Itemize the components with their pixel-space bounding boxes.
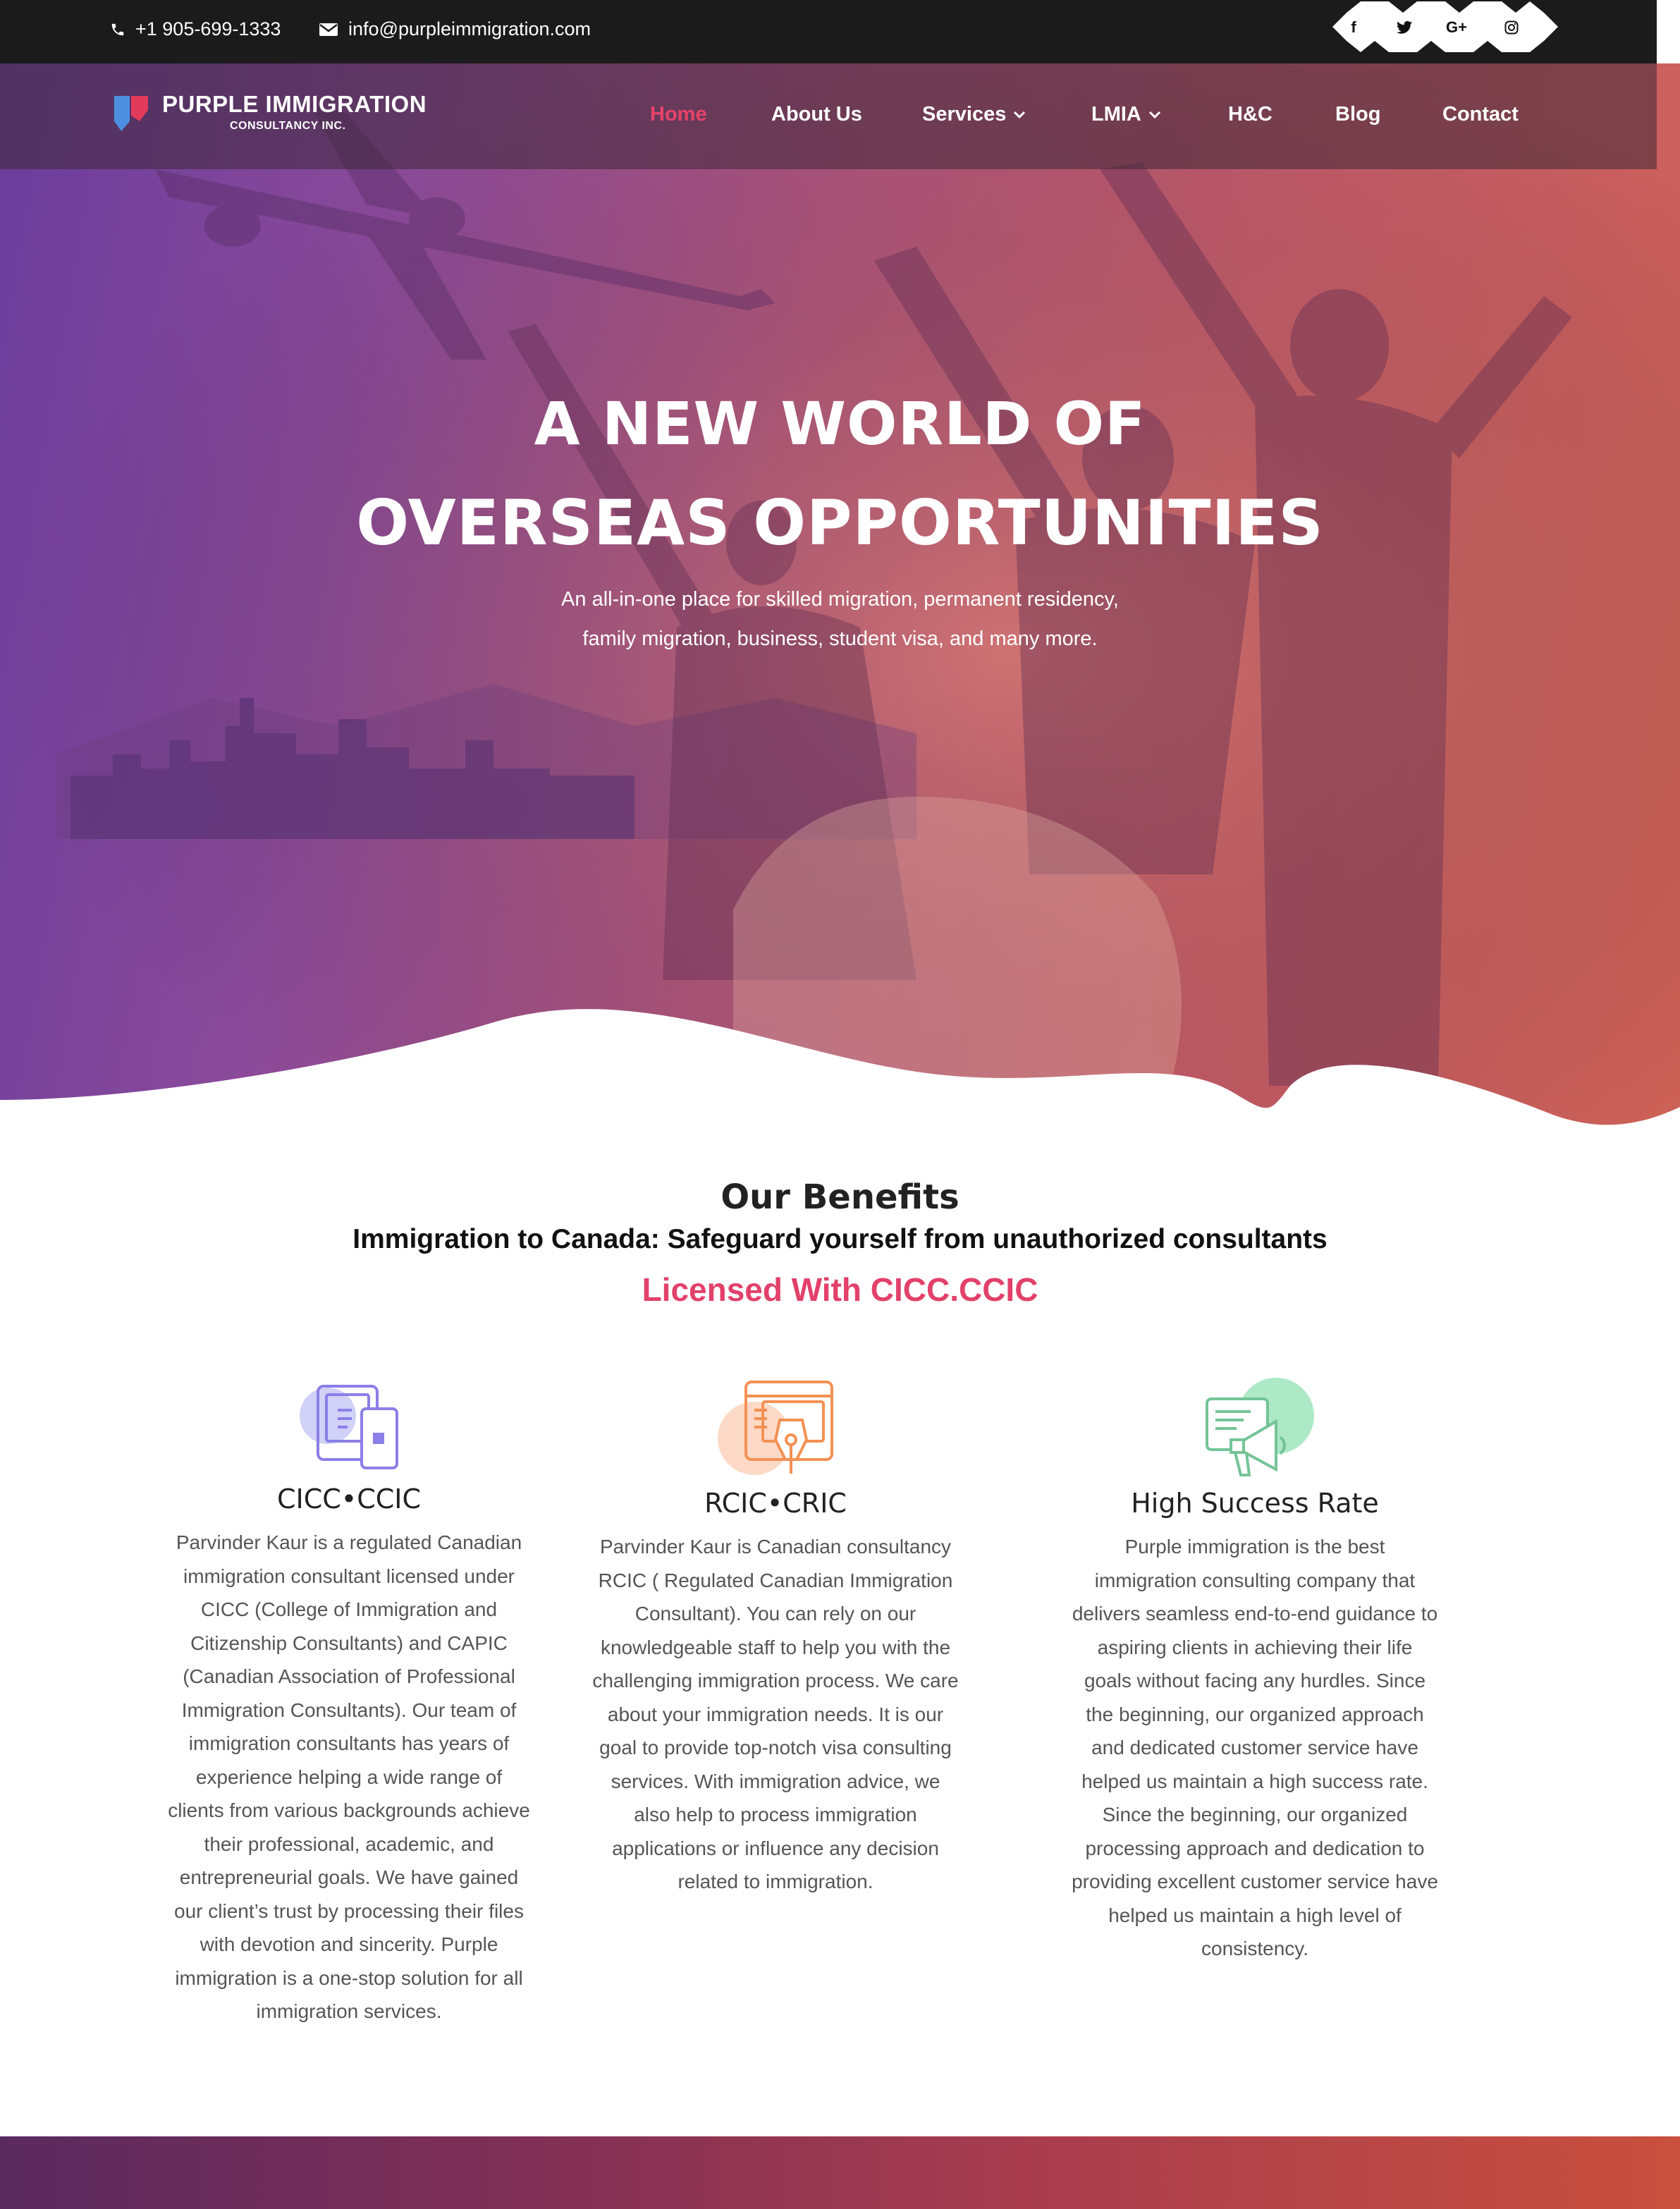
benefit-card-success bbox=[1072, 1375, 1438, 1966]
email-address: info@purpleimmigration.com bbox=[348, 18, 591, 39]
nav-services[interactable]: Services bbox=[922, 103, 1026, 126]
benefit-card-cicc bbox=[166, 1375, 532, 2029]
logo-name: PURPLE IMMIGRATION bbox=[162, 91, 427, 117]
benefit-card-title: CICC•CCIC bbox=[276, 1483, 422, 1515]
nav-h-and-c[interactable]: H&C bbox=[1228, 103, 1273, 126]
benefit-card-text: Parvinder Kaur is Canadian consultancy RCIC ( Regulated Canadian Immigration Consultant). You can rely on our knowledgeable staff to help you with the challenging immigration process. We care about your immigration needs. It is our goal to provide top-notch visa consulting services. With immigration advice, we also help to process immigration applications or influence any decision related to immigration. bbox=[592, 1536, 959, 1892]
licensed-tagline: Licensed With CICC.CCIC bbox=[642, 1271, 1038, 1308]
nav-lmia[interactable]: LMIA bbox=[1091, 103, 1161, 126]
chevron-down-icon bbox=[1148, 111, 1161, 119]
benefit-card-title: RCIC•CRIC bbox=[704, 1488, 847, 1519]
google-plus-icon[interactable]: G+ bbox=[1446, 18, 1467, 36]
main-navbar bbox=[0, 63, 1657, 169]
phone-number: +1 905-699-1333 bbox=[135, 18, 281, 39]
nav-blog[interactable]: Blog bbox=[1335, 103, 1381, 126]
benefits-subtitle: Immigration to Canada: Safeguard yourself from unauthorized consultants bbox=[352, 1224, 1328, 1254]
phone-contact[interactable] bbox=[110, 18, 281, 40]
devices-icon bbox=[293, 1375, 405, 1474]
benefit-card-rcic bbox=[592, 1375, 959, 1899]
social-links bbox=[1332, 0, 1558, 54]
logo-subtitle: CONSULTANCY INC. bbox=[230, 120, 346, 132]
benefit-card-text: Parvinder Kaur is a regulated Canadian immigration consultant licensed under CICC (College of Immigration and Citizenship Consultants) and CAPIC (Canadian Association of Professional Immigration Consultants). Our team of immigration consultants has years of experience helping a wide range of clients from various backgrounds achieve their professional, academic, and entrepreneurial goals. We have gained our client’s trust by processing their files with devotion and sincerity. Purple immigration is a one-stop solution for all immigration services. bbox=[168, 1531, 530, 2022]
nav-about-us[interactable]: About Us bbox=[771, 103, 862, 126]
next-section-banner bbox=[0, 2136, 1680, 2209]
email-contact[interactable] bbox=[319, 18, 591, 40]
logo-shield-icon bbox=[113, 93, 149, 133]
benefits-title: Our Benefits bbox=[721, 1177, 959, 1217]
instagram-icon[interactable] bbox=[1499, 16, 1524, 39]
hero-subtitle-line-1: An all-in-one place for skilled migration, permanent residency, bbox=[561, 588, 1119, 611]
facebook-icon[interactable]: f bbox=[1351, 18, 1356, 36]
site-logo[interactable] bbox=[113, 92, 427, 133]
hero-title-line-2: OVERSEAS OPPORTUNITIES bbox=[356, 487, 1324, 559]
hero-title-line-1: A NEW WORLD OF bbox=[534, 389, 1146, 458]
chevron-down-icon bbox=[1013, 111, 1026, 119]
hero-subtitle-line-2: family migration, business, student visa, and many more. bbox=[582, 628, 1098, 650]
top-bar bbox=[0, 0, 1657, 63]
hero-section bbox=[0, 63, 1680, 1135]
benefit-card-text: Purple immigration is the best immigration consulting company that delivers seamless end-to-end guidance to aspiring clients in achieving their life goals without facing any hurdles. Since the beginning, our organized approach and dedicated customer service have helped us maintain a high success rate. Since the beginning, our organized processing approach and dedication to providing excellent customer service have helped us maintain a high level of consistency. bbox=[1072, 1536, 1438, 1959]
twitter-icon[interactable] bbox=[1392, 16, 1417, 39]
nav-home[interactable]: Home bbox=[650, 103, 707, 126]
megaphone-icon bbox=[1191, 1375, 1318, 1481]
phone-icon bbox=[110, 22, 125, 37]
hero-wave-divider bbox=[0, 924, 1680, 1135]
design-tool-icon bbox=[712, 1375, 839, 1481]
benefit-card-title: High Success Rate bbox=[1131, 1488, 1379, 1519]
nav-contact[interactable]: Contact bbox=[1442, 103, 1519, 126]
envelope-icon bbox=[319, 22, 338, 37]
